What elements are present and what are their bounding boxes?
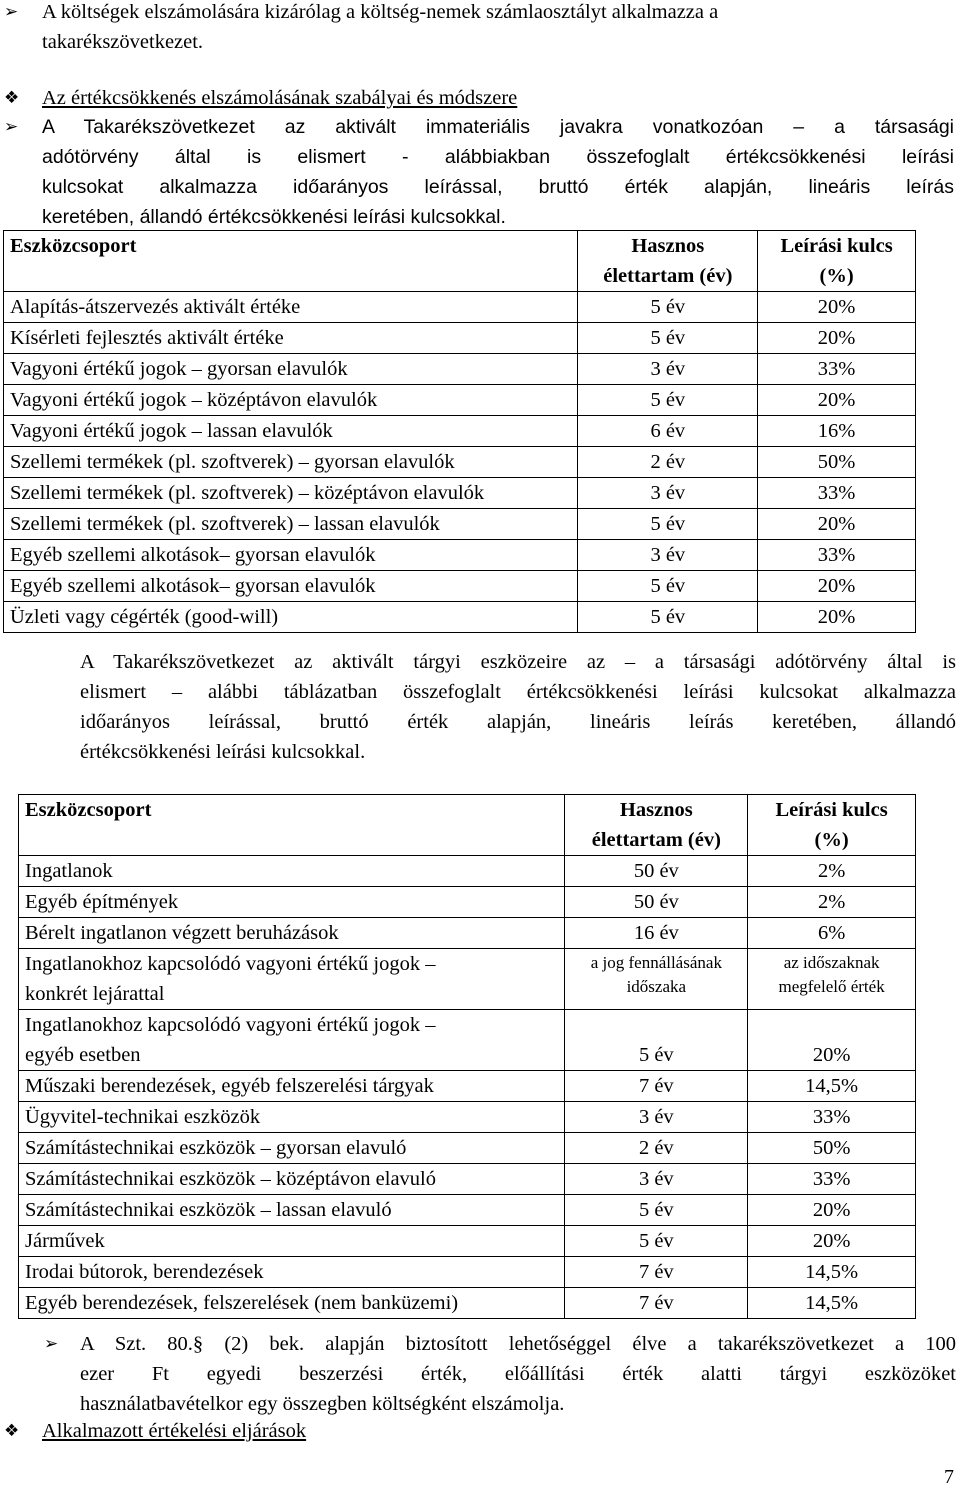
useful-life-cell: 5 év xyxy=(578,292,758,323)
intro-line: takarékszövetkezet. xyxy=(42,31,204,53)
paragraph-line: A Takarékszövetkezet az aktivált immateriális javakra vonatkozóan – a társasági xyxy=(42,116,954,138)
table-row xyxy=(19,1226,916,1257)
useful-life-cell: 50 év xyxy=(565,856,748,887)
table-row xyxy=(19,1133,916,1164)
rate-cell: 20% xyxy=(758,509,916,540)
rate-cell: 50% xyxy=(758,447,916,478)
useful-life-cell: 5 év xyxy=(578,571,758,602)
arrow-bullet-icon: ➢ xyxy=(4,117,19,137)
table-row xyxy=(4,385,916,416)
asset-group-cell: Ügyvitel-technikai eszközök xyxy=(19,1102,565,1133)
page-number: 7 xyxy=(944,1466,954,1488)
asset-group-cell: Számítástechnikai eszközök – lassan elavuló xyxy=(19,1195,565,1226)
useful-life-cell: 2 év xyxy=(578,447,758,478)
table-row xyxy=(4,478,916,509)
rate-cell: 14,5% xyxy=(748,1288,916,1319)
useful-life-cell: 7 év xyxy=(565,1071,748,1102)
table-row xyxy=(4,571,916,602)
useful-life-cell: 50 év xyxy=(565,887,748,918)
table-row xyxy=(4,509,916,540)
rate-cell: 2% xyxy=(748,856,916,887)
paragraph-line: időarányos leírással, bruttó érték alapján, lineáris leírás keretében, állandó xyxy=(80,711,956,733)
rate-cell: 33% xyxy=(758,540,916,571)
table-header-row xyxy=(19,795,916,856)
szt-paragraph xyxy=(80,1329,956,1419)
useful-life-cell: 5 év xyxy=(578,385,758,416)
useful-life-cell: 3 év xyxy=(565,1164,748,1195)
useful-life-cell: 5 év xyxy=(565,1195,748,1226)
rate-cell: 33% xyxy=(758,354,916,385)
asset-group-cell: Műszaki berendezések, egyéb felszerelési tárgyak xyxy=(19,1071,565,1102)
rate-cell: 33% xyxy=(748,1102,916,1133)
asset-group-cell: Irodai bútorok, berendezések xyxy=(19,1257,565,1288)
table-row xyxy=(19,1102,916,1133)
asset-group-cell: Ingatlanok xyxy=(19,856,565,887)
tangible-assets-paragraph xyxy=(80,647,956,767)
header-rate: Leírási kulcs (%) xyxy=(748,795,916,856)
asset-group-cell: Vagyoni értékű jogok – középtávon elavulók xyxy=(4,385,578,416)
paragraph-line: elismert – alábbi táblázatban összefoglalt értékcsökkenési leírási kulcsokat alkalmazza xyxy=(80,681,956,703)
rate-cell: 20% xyxy=(748,1010,916,1071)
useful-life-cell: 5 év xyxy=(565,1010,748,1071)
rate-cell: 33% xyxy=(758,478,916,509)
rate-cell: 20% xyxy=(748,1226,916,1257)
paragraph-line: keretében, állandó értékcsökkenési leírási kulcsokkal. xyxy=(42,206,506,228)
asset-group-cell: Ingatlanokhoz kapcsolódó vagyoni értékű jogok – konkrét lejárattal xyxy=(19,949,565,1010)
rate-cell: 20% xyxy=(758,323,916,354)
table-header-row xyxy=(4,231,916,292)
useful-life-cell: 3 év xyxy=(578,354,758,385)
table-row xyxy=(4,323,916,354)
depreciation-paragraph xyxy=(42,112,954,232)
asset-group-cell: Számítástechnikai eszközök – középtávon elavuló xyxy=(19,1164,565,1195)
asset-group-cell: Bérelt ingatlanon végzett beruházások xyxy=(19,918,565,949)
asset-group-cell: Egyéb szellemi alkotások– gyorsan elavulók xyxy=(4,540,578,571)
intro-line: A költségek elszámolására kizárólag a költség-nemek számlaosztályt alkalmazza a xyxy=(42,1,719,23)
table-row xyxy=(19,1071,916,1102)
section-heading-valuation: Alkalmazott értékelési eljárások xyxy=(42,1420,307,1442)
tangible-assets-table xyxy=(18,794,916,1319)
table-row xyxy=(19,1010,916,1071)
section-heading-depreciation: Az értékcsökkenés elszámolásának szabályai és módszere xyxy=(42,87,518,109)
asset-group-cell: Szellemi termékek (pl. szoftverek) – gyorsan elavulók xyxy=(4,447,578,478)
useful-life-cell: 2 év xyxy=(565,1133,748,1164)
useful-life-cell: 7 év xyxy=(565,1257,748,1288)
paragraph-line: használatbavételkor egy összegben költségként elszámolja. xyxy=(80,1393,565,1415)
table-row xyxy=(4,354,916,385)
useful-life-cell: 5 év xyxy=(578,509,758,540)
header-rate: Leírási kulcs (%) xyxy=(758,231,916,292)
intangible-assets-table xyxy=(3,230,916,633)
diamond-bullet-icon: ❖ xyxy=(4,88,20,108)
asset-group-cell: Szellemi termékek (pl. szoftverek) – lassan elavulók xyxy=(4,509,578,540)
rate-cell: 16% xyxy=(758,416,916,447)
rate-cell: 20% xyxy=(748,1195,916,1226)
paragraph-line: adótörvény által is elismert - alábbiakban összefoglalt értékcsökkenési leírási xyxy=(42,146,954,168)
asset-group-cell: Ingatlanokhoz kapcsolódó vagyoni értékű jogok – egyéb esetben xyxy=(19,1010,565,1071)
paragraph-line: A Takarékszövetkezet az aktivált tárgyi eszközeire az – a társasági adótörvény által is xyxy=(80,651,956,673)
table-row xyxy=(19,949,916,1010)
table-row xyxy=(4,602,916,633)
useful-life-cell: 5 év xyxy=(565,1226,748,1257)
rate-cell: 14,5% xyxy=(748,1071,916,1102)
rate-cell: 2% xyxy=(748,887,916,918)
header-asset-group: Eszközcsoport xyxy=(19,795,565,856)
rate-cell: az időszaknak megfelelő érték xyxy=(748,949,916,1010)
diamond-bullet-icon: ❖ xyxy=(4,1421,20,1441)
rate-cell: 20% xyxy=(758,292,916,323)
intro-paragraph xyxy=(42,0,922,57)
asset-group-cell: Alapítás-átszervezés aktivált értéke xyxy=(4,292,578,323)
rate-cell: 20% xyxy=(758,602,916,633)
rate-cell: 50% xyxy=(748,1133,916,1164)
useful-life-cell: 6 év xyxy=(578,416,758,447)
useful-life-cell: 5 év xyxy=(578,323,758,354)
useful-life-cell: 16 év xyxy=(565,918,748,949)
table-row xyxy=(19,1164,916,1195)
rate-cell: 6% xyxy=(748,918,916,949)
asset-group-cell: Egyéb építmények xyxy=(19,887,565,918)
paragraph-line: értékcsökkenési leírási kulcsokkal. xyxy=(80,741,366,763)
table-row xyxy=(19,918,916,949)
table-row xyxy=(19,1257,916,1288)
asset-group-cell: Járművek xyxy=(19,1226,565,1257)
asset-group-cell: Számítástechnikai eszközök – gyorsan elavuló xyxy=(19,1133,565,1164)
useful-life-cell: 3 év xyxy=(578,478,758,509)
rate-cell: 33% xyxy=(748,1164,916,1195)
asset-group-cell: Egyéb szellemi alkotások– gyorsan elavulók xyxy=(4,571,578,602)
table-row xyxy=(19,887,916,918)
table-row xyxy=(4,447,916,478)
asset-group-cell: Vagyoni értékű jogok – lassan elavulók xyxy=(4,416,578,447)
asset-group-cell: Vagyoni értékű jogok – gyorsan elavulók xyxy=(4,354,578,385)
rate-cell: 20% xyxy=(758,571,916,602)
header-useful-life: Hasznos élettartam (év) xyxy=(578,231,758,292)
asset-group-cell: Szellemi termékek (pl. szoftverek) – középtávon elavulók xyxy=(4,478,578,509)
arrow-bullet-icon: ➢ xyxy=(44,1334,59,1354)
table-row xyxy=(4,416,916,447)
header-asset-group: Eszközcsoport xyxy=(4,231,578,292)
rate-cell: 14,5% xyxy=(748,1257,916,1288)
useful-life-cell: 3 év xyxy=(578,540,758,571)
useful-life-cell: a jog fennállásának időszaka xyxy=(565,949,748,1010)
paragraph-line: A Szt. 80.§ (2) bek. alapján biztosított lehetőséggel élve a takarékszövetkezet a 100 xyxy=(80,1333,956,1355)
asset-group-cell: Egyéb berendezések, felszerelések (nem banküzemi) xyxy=(19,1288,565,1319)
asset-group-cell: Kísérleti fejlesztés aktivált értéke xyxy=(4,323,578,354)
table-row xyxy=(4,540,916,571)
asset-group-cell: Üzleti vagy cégérték (good-will) xyxy=(4,602,578,633)
paragraph-line: ezer Ft egyedi beszerzési érték, előállítási érték alatti tárgyi eszközöket xyxy=(80,1363,956,1385)
useful-life-cell: 7 év xyxy=(565,1288,748,1319)
useful-life-cell: 5 év xyxy=(578,602,758,633)
table-row xyxy=(19,856,916,887)
rate-cell: 20% xyxy=(758,385,916,416)
table-row xyxy=(19,1195,916,1226)
paragraph-line: kulcsokat alkalmazza időarányos leírással, bruttó érték alapján, lineáris leírás xyxy=(42,176,954,198)
useful-life-cell: 3 év xyxy=(565,1102,748,1133)
table-row xyxy=(19,1288,916,1319)
arrow-bullet-icon: ➢ xyxy=(4,2,19,22)
table-row xyxy=(4,292,916,323)
header-useful-life: Hasznos élettartam (év) xyxy=(565,795,748,856)
